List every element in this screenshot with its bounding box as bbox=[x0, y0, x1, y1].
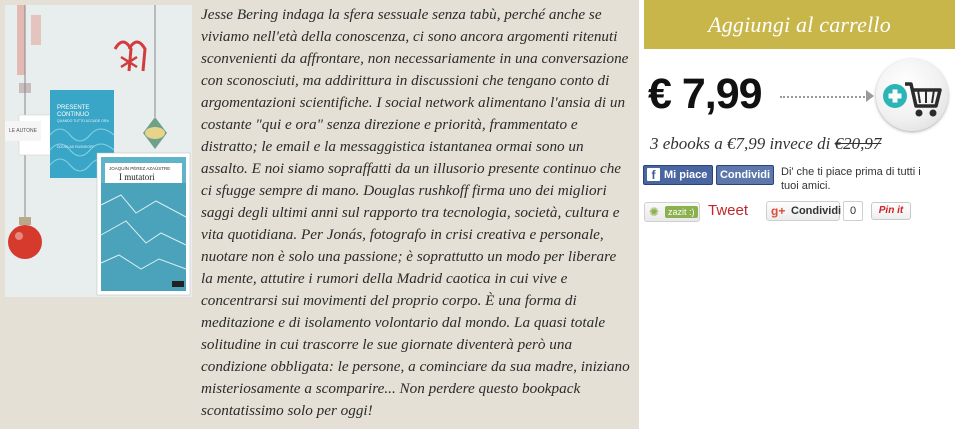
google-plus-icon: g+ bbox=[771, 204, 786, 218]
facebook-like-button[interactable] bbox=[643, 165, 713, 185]
facebook-icon: f bbox=[647, 168, 660, 181]
google-plus-count: 0 bbox=[843, 201, 863, 221]
right-panel bbox=[640, 0, 955, 429]
facebook-like-prompt: Di' che ti piace prima di tutti i tuoi amici. bbox=[781, 166, 921, 192]
bookpack-description: Jesse Bering indaga la sfera sessuale senza tabù, perché anche se viviamo nell'età della conoscenza, ci sono ancora argomenti ritenuti sconvenienti da affrontare, non necessariamente in una conversazione con sconosciuti, ma addirittura in discussioni che tengano conto di argomentazioni scientifiche. I social network alimentano l'ansia di un costante "qui e ora" senza direzione e priorità, frammentato e distratto; le email e la messaggistica istantanea ormai sono un assalto. E noi siamo sopraffatti da un illusorio presente continuo che ci sfugge sempre di mano. Douglas rushkoff firma uno dei migliori saggi degli ultimi anni sul rapporto tra tecnologia, società, cultura e vita quotidiana. Per Jonás, fotografo in crisi creativa e personale, nuotare non è solo una passione; è soprattutto un modo per liberare la mente, attutire i rumori della Madrid caotica in cui vive e concentrarsi sui movimenti del proprio corpo. È una forma di meditazione e di isolamento volontario dal mondo. La quasi totale solitudine in cui trascorre le sue giornate diventerà però una condizione obbligata: le persone, a cominciare da sua madre, iniziano misteriosamente a scomparire... Non perdere questo bookpack scontatissimo solo per oggi! bbox=[201, 6, 630, 419]
add-to-cart-banner-button[interactable] bbox=[644, 0, 955, 49]
google-plus-share-button[interactable] bbox=[766, 201, 840, 221]
bundle-offer-text bbox=[650, 134, 881, 154]
svg-text:I mutatori: I mutatori bbox=[119, 172, 155, 182]
facebook-like-label: Mi piace bbox=[664, 169, 708, 181]
cover-illustration bbox=[5, 5, 192, 297]
zazit-label: zazit :) bbox=[665, 206, 698, 218]
cart-plus-icon bbox=[876, 59, 948, 131]
add-to-cart-label: Aggiungi al carrello bbox=[708, 12, 891, 37]
svg-text:PRESENTE: PRESENTE bbox=[57, 105, 90, 111]
svg-text:CONTINUO: CONTINUO bbox=[57, 112, 89, 118]
zazit-button[interactable] bbox=[644, 202, 700, 222]
pinterest-pin-it-button[interactable]: Pin it bbox=[871, 202, 911, 220]
zazit-star-icon: ✺ bbox=[649, 205, 660, 219]
svg-text:LE AUTONE: LE AUTONE bbox=[9, 128, 37, 134]
google-plus-share-label: Condividi bbox=[791, 205, 842, 217]
old-price: €20,97 bbox=[834, 134, 882, 153]
facebook-share-button[interactable]: Condividi bbox=[716, 165, 774, 185]
svg-text:QUANDO TUTTO ACCADE ORA: QUANDO TUTTO ACCADE ORA bbox=[57, 119, 109, 123]
offer-prefix: 3 ebooks a €7,99 invece di bbox=[650, 134, 835, 153]
arrow-head-icon bbox=[866, 90, 874, 102]
dotted-arrow-line bbox=[780, 96, 868, 98]
add-to-cart-icon-button[interactable] bbox=[876, 59, 948, 131]
svg-text:DOUGLAS RUSHKOFF: DOUGLAS RUSHKOFF bbox=[57, 145, 95, 149]
bookpack-cover-image bbox=[5, 5, 192, 297]
price: € 7,99 bbox=[648, 70, 762, 118]
tweet-button[interactable]: Tweet bbox=[708, 202, 749, 219]
svg-text:JOAQUÍN PÉREZ AZAÚSTRE: JOAQUÍN PÉREZ AZAÚSTRE bbox=[109, 166, 171, 171]
